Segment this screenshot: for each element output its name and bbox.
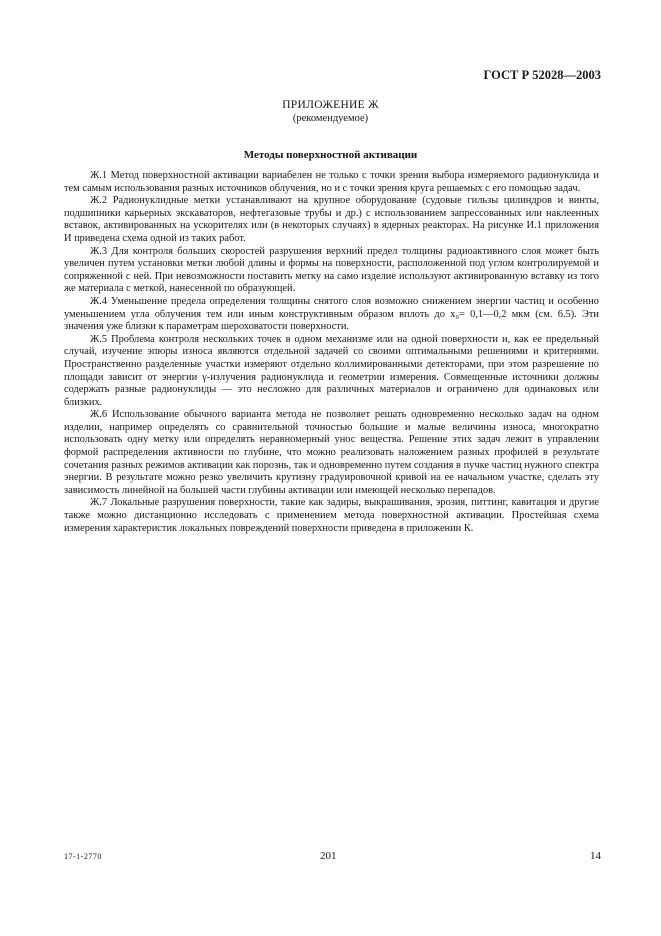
- paragraph-zh6: Ж.6 Использование обычного варианта метода не позволяет решать одновременно несколько задач на одном изделии, например определять со сравнительной точностью большие и малые величины износа, многократно использовать одну метку или определять неравномерный унос вещества. Решение этих задач лежит в управлении формой распределения активности по глубине, что можно реализовать наложением разных профилей в результате сочетания разных режимов активации как порознь, так и одновременно путем создания в пучке частиц нужного спектра энергии. В результате можно резко увеличить крутизну градуировочной кривой на ее начальном участке, сделать эту зависимость линейной на большей части глубины активации или имеющей несколько перепадов.: [64, 409, 599, 496]
- paragraph-zh1: Ж.1 Метод поверхностной активации вариабелен не только с точки зрения выбора измеряемого радионуклида и тем самым использования разных источников облучения, но и с точки зрения круга решаемых с его помощью задач.: [64, 170, 599, 194]
- paragraph-zh4: Ж.4 Уменьшение предела определения толщины снятого слоя возможно снижением энергии частиц и особенно уменьшением угла облучения тем или иным конструктивным образом вплоть до x₀= 0,1—0,2 мкм (см. 6.5). Эти значения уже близки к параметрам шероховатости поверхности.: [64, 295, 599, 333]
- appendix-subtitle: (рекомендуемое): [292, 113, 369, 124]
- paragraph-zh5: Ж.5 Проблема контроля нескольких точек в одном механизме или на одной поверхности и, как ее предельный случай, изучение эпюры износа являются отдельной задачей со своими оптимальными решениями и критериями. Пространственно разделенные участки измеряют отдельно коллимированными детекторами, при этом разрешение по площади зависит от энергии γ-излучения радионуклида и геометрии измерения. Совмещенные источники должны содержать разные радионуклиды — это несложно для различных материалов и ограничено для одинаковых или близких.: [64, 333, 599, 408]
- footer-print-code: 17-1-2770: [64, 852, 102, 861]
- document-code: ГОСТ Р 52028—2003: [483, 68, 601, 82]
- body-text: [64, 170, 599, 535]
- section-title: Методы поверхностной активации: [243, 149, 418, 161]
- paragraph-zh7: Ж.7 Локальные разрушения поверхности, такие как задиры, выкрашивания, эрозия, питтинг, кавитация и другие также можно дистанционно исследовать с применением метода поверхностной активации. Простейшая схема измерения характеристик локальных повреждений поверхности приведена в приложении К.: [64, 497, 599, 534]
- appendix-title: ПРИЛОЖЕНИЕ Ж: [282, 99, 379, 111]
- page-number: 14: [590, 850, 601, 862]
- paragraph-zh3: Ж.3 Для контроля больших скоростей разрушения верхний предел толщины радиоактивного слоя может быть увеличен путем установки метки любой длины и формы на поверхности, расположенной под углом контролируемой и сопряженной с ней. При невозможности поставить метку на само изделие используют активированную вставку из того же материала с меткой, нанесенной по образующей.: [64, 245, 599, 295]
- paragraph-zh2: Ж.2 Радионуклидные метки устанавливают на крупное оборудование (судовые гильзы цилиндров и винты, подшипники карьерных экскаваторов, нефтегазовые трубы и др.) с использованием запрессованных или наклеенных вставок, активированных на ускорителях или (в некоторых случаях) в ядерных реакторах. На рисунке И.1 приложения И приведена схема одной из таких работ.: [64, 195, 599, 244]
- footer-sheet-number: 201: [320, 850, 337, 862]
